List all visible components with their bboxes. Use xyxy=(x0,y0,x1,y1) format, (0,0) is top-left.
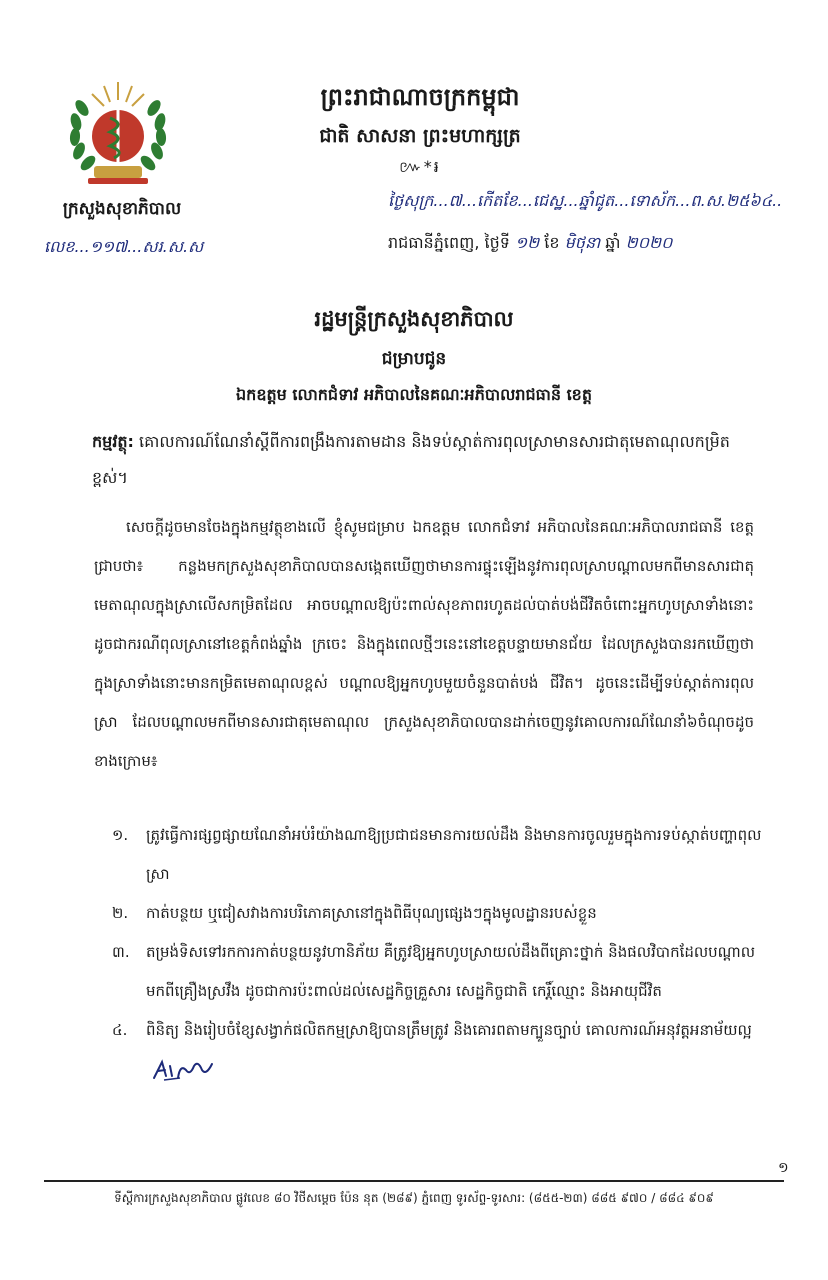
place-date-month: មិថុនា xyxy=(564,233,601,252)
kingdom-heading: ព្រះរាជាណាចក្រកម្ពុជា xyxy=(320,83,520,111)
list-item xyxy=(112,816,772,894)
list-item-number: ៤. xyxy=(112,1021,128,1039)
list-item-number: ១. xyxy=(112,826,129,844)
guideline-list xyxy=(112,816,772,1089)
list-item-text: ត្រូវធ្វើការផ្សព្វផ្សាយណែនាំអប់រំយ៉ាងណាឱ្យប្រជាជនមានការយល់ដឹង និងមានការចូលរួមក្នុងការទប់ស្កាត់បញ្ហាពុលស្រា xyxy=(146,826,762,883)
list-item-text: ពិនិត្យ និងរៀបចំខ្សែសង្វាក់ផលិតកម្មស្រាឱ្យបានត្រឹមត្រូវ និងគោរពតាមក្បួនច្បាប់ គោលការណ៍អនុវត្តអនាម័យល្អ xyxy=(146,1021,752,1039)
ornament-divider: ៚*៛ xyxy=(399,157,441,176)
sender-title: រដ្ឋមន្ត្រីក្រសួងសុខាភិបាល xyxy=(314,307,514,331)
list-item xyxy=(112,1011,772,1089)
list-item-number: ២. xyxy=(112,904,129,922)
place-date-day: ១២ xyxy=(514,233,540,252)
body-paragraph: សេចក្តីដូចមានចែងក្នុងកម្មវត្ថុខាងលើ ខ្ញុំសូមជម្រាប ឯកឧត្តម លោកជំទាវ អភិបាលនៃគណៈអភិបាលរាជធានី ខេត្ត ជ្រាបថា៖ កន្លងមកក្រសួងសុខាភិបាលបានសង្កេតឃើញថាមានការផ្ទុះឡើងនូវការពុលស្រាបណ្តាលមកពីមានសារជាតុមេតាណុលក្នុងស្រាលើសកម្រិតដែល អាចបណ្តាលឱ្យប៉ះពាល់សុខភាពរហូតដល់បាត់បង់ជីវិតចំពោះអ្នកហូបស្រាទាំងនោះ ដូចជាករណីពុលស្រានៅខេត្តកំពង់ឆ្នាំង ក្រចេះ និងក្នុងពេលថ្មីៗនេះនៅខេត្តបន្ទាយមានជ័យ ដែលក្រសួងបានរកឃើញថាក្នុងស្រាទាំងនោះមានកម្រិតមេតាណុលខ្ពស់ បណ្តាលឱ្យអ្នកហូបមួយចំនួនបាត់បង់ ជីវិត។ ដូចនេះដើម្បីទប់ស្កាត់ការពុលស្រា ដែលបណ្តាលមកពីមានសារជាតុមេតាណុល ក្រសួងសុខាភិបាលបានដាក់ចេញនូវគោលការណ៍ណែនាំ៦ចំណុចដូចខាងក្រោម៖ xyxy=(94,518,754,770)
subject-label: កម្មវត្ថុ: xyxy=(92,432,134,451)
footer-address: ទីស្តីការក្រសួងសុខាភិបាល ផ្លូវលេខ ៨០ វិថីសម្តេច ប៉ែន នុត (២៨៩) ភ្នំពេញ ទូរស័ព្ទ-ទូរសារ: (៨៥៥-២៣) ៨៨៥ ៩៧០ / ៨៨៤ ៩០៩ xyxy=(114,1191,714,1205)
recipient-line: ឯកឧត្តម លោកជំទាវ អភិបាលនៃគណៈអភិបាលរាជធានី ខេត្ត xyxy=(236,385,592,404)
list-item-text-wrap xyxy=(146,1011,772,1089)
place-date-year: ២០២០ xyxy=(625,233,673,252)
place-date xyxy=(388,232,808,256)
subject-line xyxy=(92,424,752,496)
ministry-name: ក្រសួងសុខាភិបាល xyxy=(62,199,182,219)
respect-line: ជម្រាបជូន xyxy=(381,349,447,369)
page-number: ១ xyxy=(778,1160,789,1176)
list-item xyxy=(112,894,772,933)
ministry-emblem-logo xyxy=(64,78,172,190)
place-date-prefix: រាជធានីភ្នំពេញ, ថ្ងៃទី xyxy=(388,233,510,252)
lunar-date: ថ្ងៃសុក្រ...៧...កើតខែ...ជេស្ឋ...ឆ្នាំជូត...ទោស័ក...ព.ស.២៥៦៤.. xyxy=(388,191,783,210)
footer-divider xyxy=(44,1180,784,1182)
reference-number: លេខ...១១៧...សរ.ស.ស xyxy=(44,237,204,256)
list-item xyxy=(112,933,772,1011)
place-date-year-label: ឆ្នាំ xyxy=(605,233,621,252)
initials-signature xyxy=(150,1056,220,1084)
national-motto: ជាតិ សាសនា ព្រះមហាក្សត្រ xyxy=(319,125,521,147)
list-item-number: ៣. xyxy=(112,943,130,961)
place-date-month-label: ខែ xyxy=(544,233,560,252)
list-item-text: កាត់បន្ថយ ឬជៀសវាងការបរិភោគស្រានៅក្នុងពិធីបុណ្យផ្សេងៗក្នុងមូលដ្ឋានរបស់ខ្លួន xyxy=(146,904,597,922)
list-item-text: តម្រង់ទិសទៅរកការកាត់បន្ថយនូវហានិភ័យ គឺត្រូវឱ្យអ្នកហូបស្រាយល់ដឹងពីគ្រោះថ្នាក់ និងផលវិបាកដែលបណ្តាលមកពីគ្រឿងស្រវឹង ដូចជាការប៉ះពាល់ដល់សេដ្ឋកិច្ចគ្រួសារ សេដ្ឋកិច្ចជាតិ កេរ្តិ៍ឈ្មោះ និងអាយុជីវិត xyxy=(146,943,756,1000)
subject-text: គោលការណ៍ណែនាំស្តីពីការពង្រឹងការតាមដាន និងទប់ស្កាត់ការពុលស្រាមានសារជាតុមេតាណុលកម្រិតខ្ពស់។ xyxy=(92,432,730,487)
